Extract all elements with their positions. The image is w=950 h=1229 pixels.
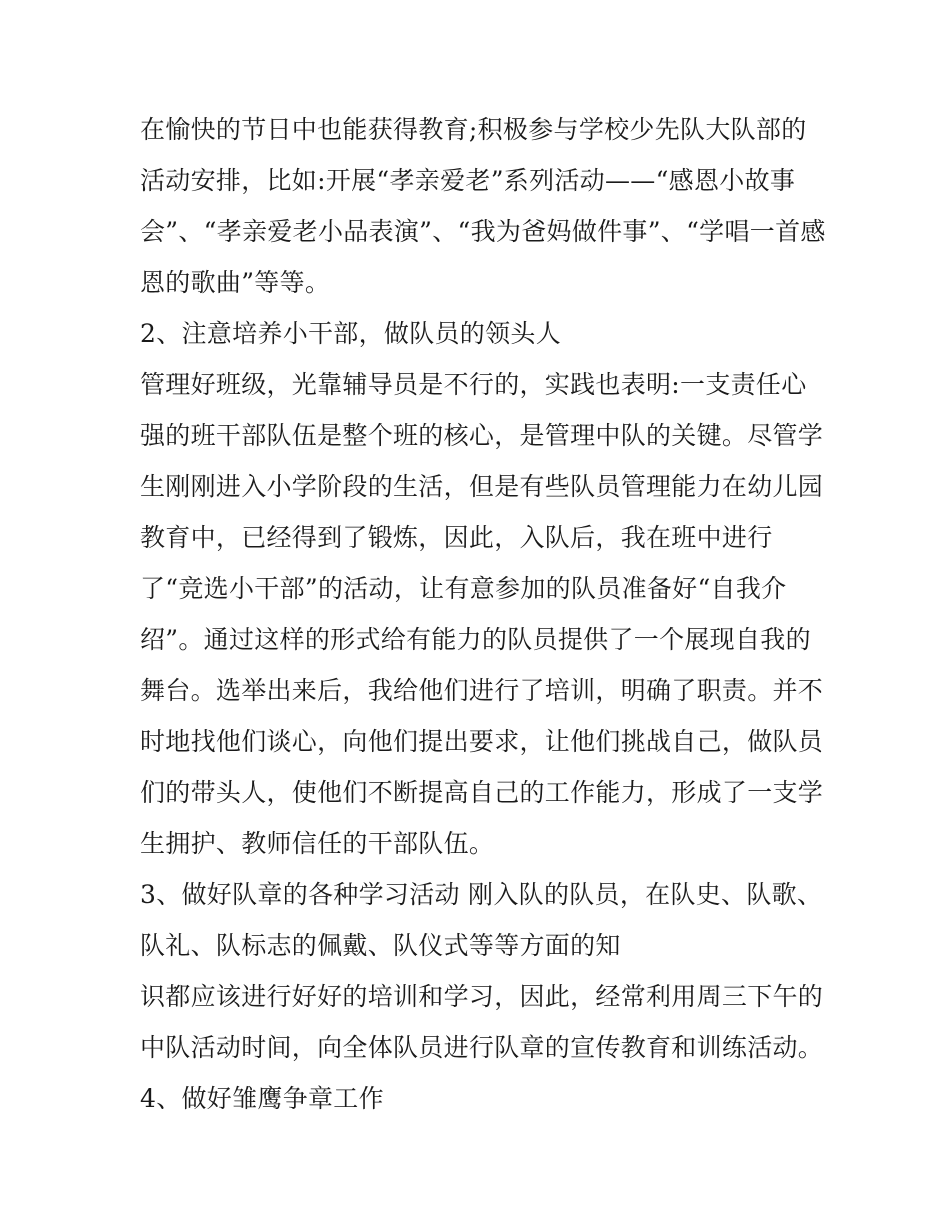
section-heading: 3、做好队章的各种学习活动 刚入队的队员，在队史、队歌、 (140, 880, 823, 909)
text-line: 管理好班级，光靠辅导员是不行的，实践也表明:一支责任心 (140, 370, 807, 399)
text-line: 在愉快的节日中也能获得教育;积极参与学校少先队大队部的 (140, 115, 807, 144)
text-line: 舞台。选举出来后，我给他们进行了培训，明确了职责。并不 (140, 676, 824, 705)
text-line: 会”、“孝亲爱老小品表演”、“我为爸妈做件事”、“学唱一首感 (140, 217, 826, 246)
text-line: 识都应该进行好好的培训和学习，因此，经常利用周三下午的 (140, 982, 824, 1011)
text-line: 教育中，已经得到了锻炼，因此，入队后，我在班中进行 (140, 523, 773, 552)
text-line: 队礼、队标志的佩戴、队仪式等等方面的知 (140, 931, 621, 960)
text-line: 活动安排，比如:开展“孝亲爱老”系列活动——“感恩小故事 (140, 166, 796, 195)
text-line: 们的带头人，使他们不断提高自己的工作能力，形成了一支学 (140, 778, 824, 807)
text-line: 绍”。通过这样的形式给有能力的队员提供了一个展现自我的 (140, 625, 811, 654)
text-line: 中队活动时间，向全体队员进行队章的宣传教育和训练活动。 (140, 1033, 824, 1062)
section-heading: 4、做好雏鹰争章工作 (140, 1084, 384, 1113)
text-line: 生刚刚进入小学阶段的生活，但是有些队员管理能力在幼儿园 (140, 472, 824, 501)
text-line: 了“竞选小干部”的活动，让有意参加的队员准备好“自我介 (140, 574, 787, 603)
text-line: 强的班干部队伍是整个班的核心，是管理中队的关键。尽管学 (140, 421, 824, 450)
text-line: 生拥护、教师信任的干部队伍。 (140, 829, 495, 858)
text-line: 时地找他们谈心，向他们提出要求，让他们挑战自己，做队员 (140, 727, 824, 756)
section-heading: 2、注意培养小干部，做队员的领头人 (140, 319, 562, 348)
text-line: 恩的歌曲”等等。 (140, 268, 331, 297)
